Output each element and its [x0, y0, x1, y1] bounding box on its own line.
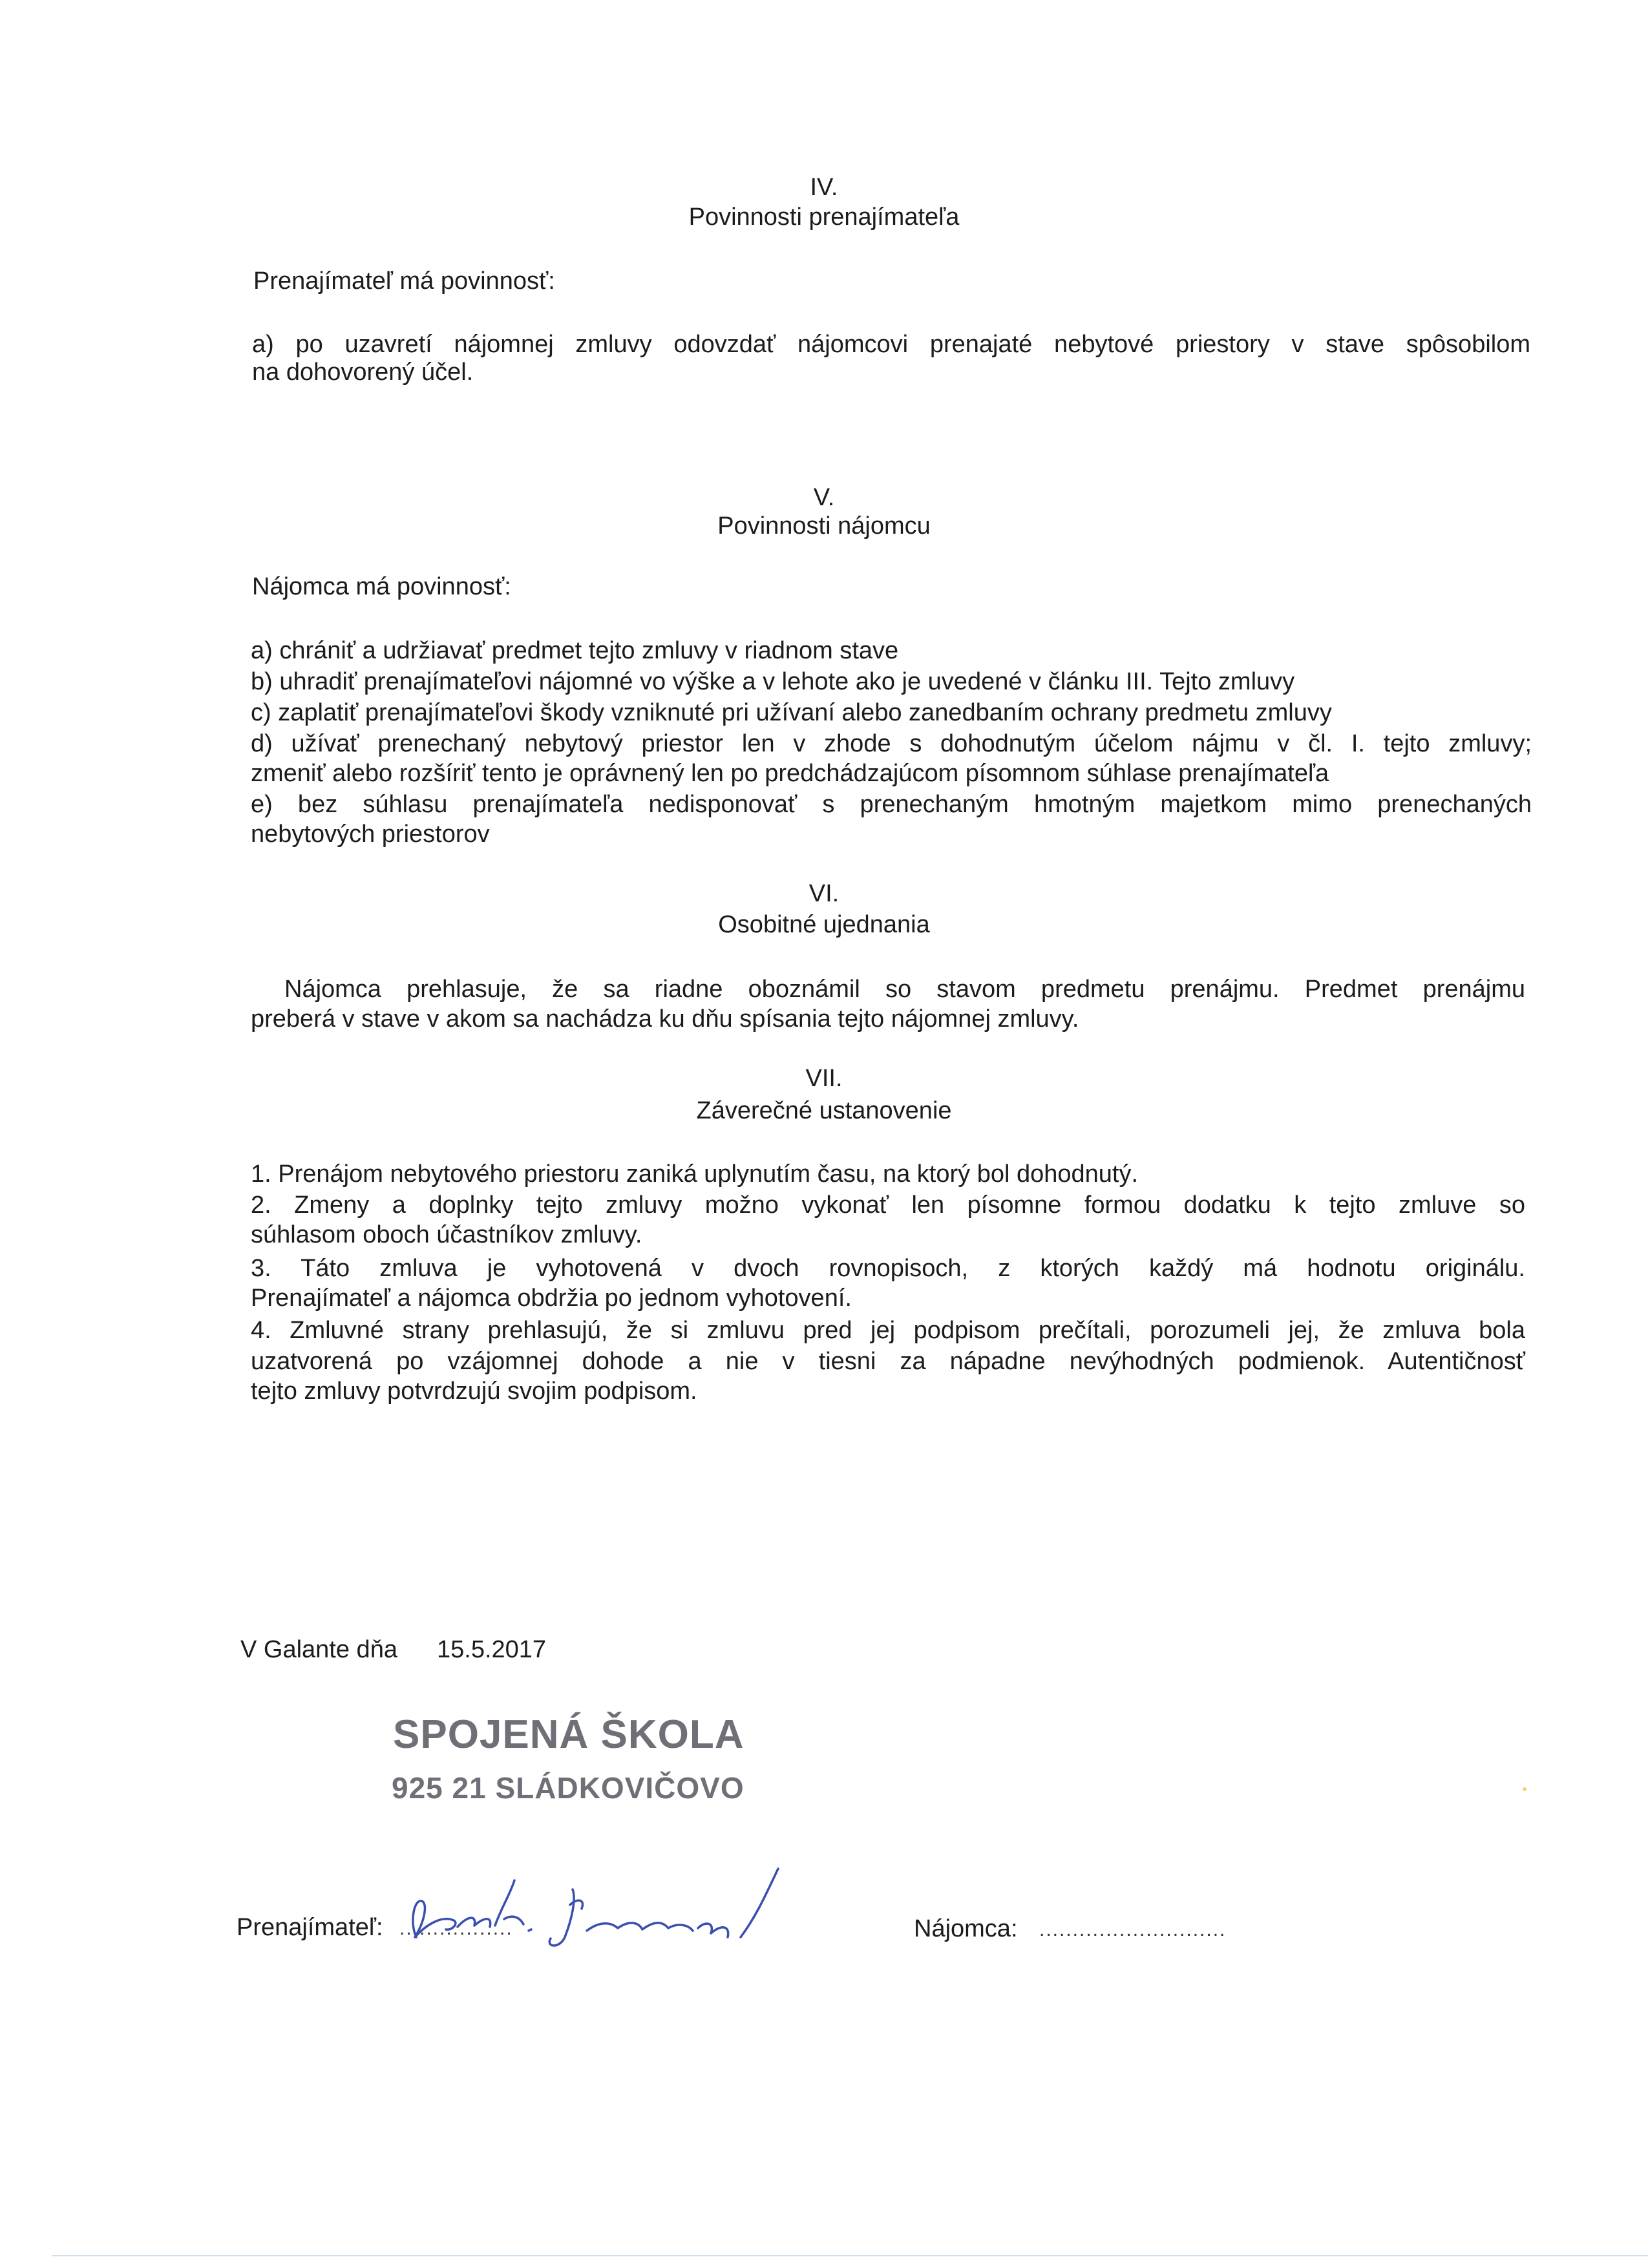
school-stamp-line1: SPOJENÁ ŠKOLA — [393, 1712, 745, 1757]
section-v-item: d) užívať prenechaný nebytový priestor len v zhode s dohodnutým účelom nájmu v čl. I. tejto zmluvy; — [251, 730, 1532, 757]
section-vii-line: 1. Prenájom nebytového priestoru zaniká uplynutím času, na ktorý bol dohodnutý. — [251, 1160, 1139, 1188]
section-vi-line: Nájomca prehlasuje, že sa riadne oboznámil so stavom predmetu prenájmu. Predmet prenájmu — [284, 976, 1525, 1003]
scan-speck — [1523, 1787, 1527, 1791]
section-iv-intro: Prenajímateľ má povinnosť: — [253, 268, 555, 295]
section-v-intro: Nájomca má povinnosť: — [252, 573, 511, 600]
section-v-item: e) bez súhlasu prenajímateľa nedisponovať s prenechaným hmotným majetkom mimo prenechaných — [251, 791, 1532, 818]
section-vi-line: preberá v stave v akom sa nachádza ku dňu spísania tejto nájomnej zmluvy. — [251, 1005, 1079, 1033]
section-v-number: V. — [813, 484, 835, 511]
section-vii-line: uzatvorená po vzájomnej dohode a nie v tiesni za nápadne nevýhodných podmienok. Autentičnosť — [251, 1348, 1525, 1375]
landlord-signature-line: ................. — [399, 1918, 513, 1939]
school-stamp-line2: 925 21 SLÁDKOVIČOVO — [392, 1771, 745, 1805]
section-v-item: b) uhradiť prenajímateľovi nájomné vo výške a v lehote ako je uvedené v článku III. Tejto zmluvy — [251, 668, 1295, 695]
section-v-item: c) zaplatiť prenajímateľovi škody vzniknuté pri užívaní alebo zanedbaním ochrany predmetu zmluvy — [251, 699, 1332, 726]
section-vii-line: 4. Zmluvné strany prehlasujú, že si zmluvu pred jej podpisom prečítali, porozumeli jej, že zmluva bola — [251, 1317, 1525, 1344]
place-label: V Galante dňa — [240, 1636, 397, 1663]
section-v-item: nebytových priestorov — [251, 821, 490, 848]
section-iv-title: Povinnosti prenajímateľa — [688, 204, 960, 231]
section-vii-line: tejto zmluvy potvrdzujú svojim podpisom. — [251, 1378, 697, 1405]
section-vi-number: VI. — [808, 880, 840, 907]
section-vii-line: 2. Zmeny a doplnky tejto zmluvy možno vykonať len písomne formou dodatku k tejto zmluve so — [251, 1192, 1525, 1219]
section-iv-number: IV. — [810, 174, 838, 201]
section-v-item: a) chrániť a udržiavať predmet tejto zmluvy v riadnom stave — [251, 637, 899, 664]
section-v-item: zmeniť alebo rozšíriť tento je oprávnený len po predchádzajúcom písomnom súhlase prenajímateľa — [251, 760, 1329, 787]
section-vii-number: VII. — [805, 1065, 843, 1092]
section-iv-item: na dohovorený účel. — [252, 359, 474, 386]
section-vii-title: Záverečné ustanovenie — [696, 1097, 952, 1124]
date-value: 15.5.2017 — [437, 1636, 547, 1663]
section-v-title: Povinnosti nájomcu — [717, 512, 931, 540]
landlord-handwritten-signature — [407, 1861, 782, 1958]
landlord-label: Prenajímateľ: — [237, 1914, 383, 1941]
section-vi-title: Osobitné ujednania — [718, 911, 930, 938]
page-bottom-rule — [52, 2255, 1648, 2256]
section-vii-line: súhlasom oboch účastníkov zmluvy. — [251, 1221, 642, 1248]
section-iv-item: a) po uzavretí nájomnej zmluvy odovzdať nájomcovi prenajaté nebytové priestory v stave spôsobilom — [252, 331, 1530, 358]
tenant-label: Nájomca: — [914, 1915, 1018, 1942]
section-vii-line: 3. Táto zmluva je vyhotovená v dvoch rovnopisoch, z ktorých každý má hodnotu originálu. — [251, 1255, 1525, 1282]
tenant-signature-line: ............................ — [1039, 1919, 1227, 1940]
section-vii-line: Prenajímateľ a nájomca obdržia po jednom vyhotovení. — [251, 1285, 852, 1312]
